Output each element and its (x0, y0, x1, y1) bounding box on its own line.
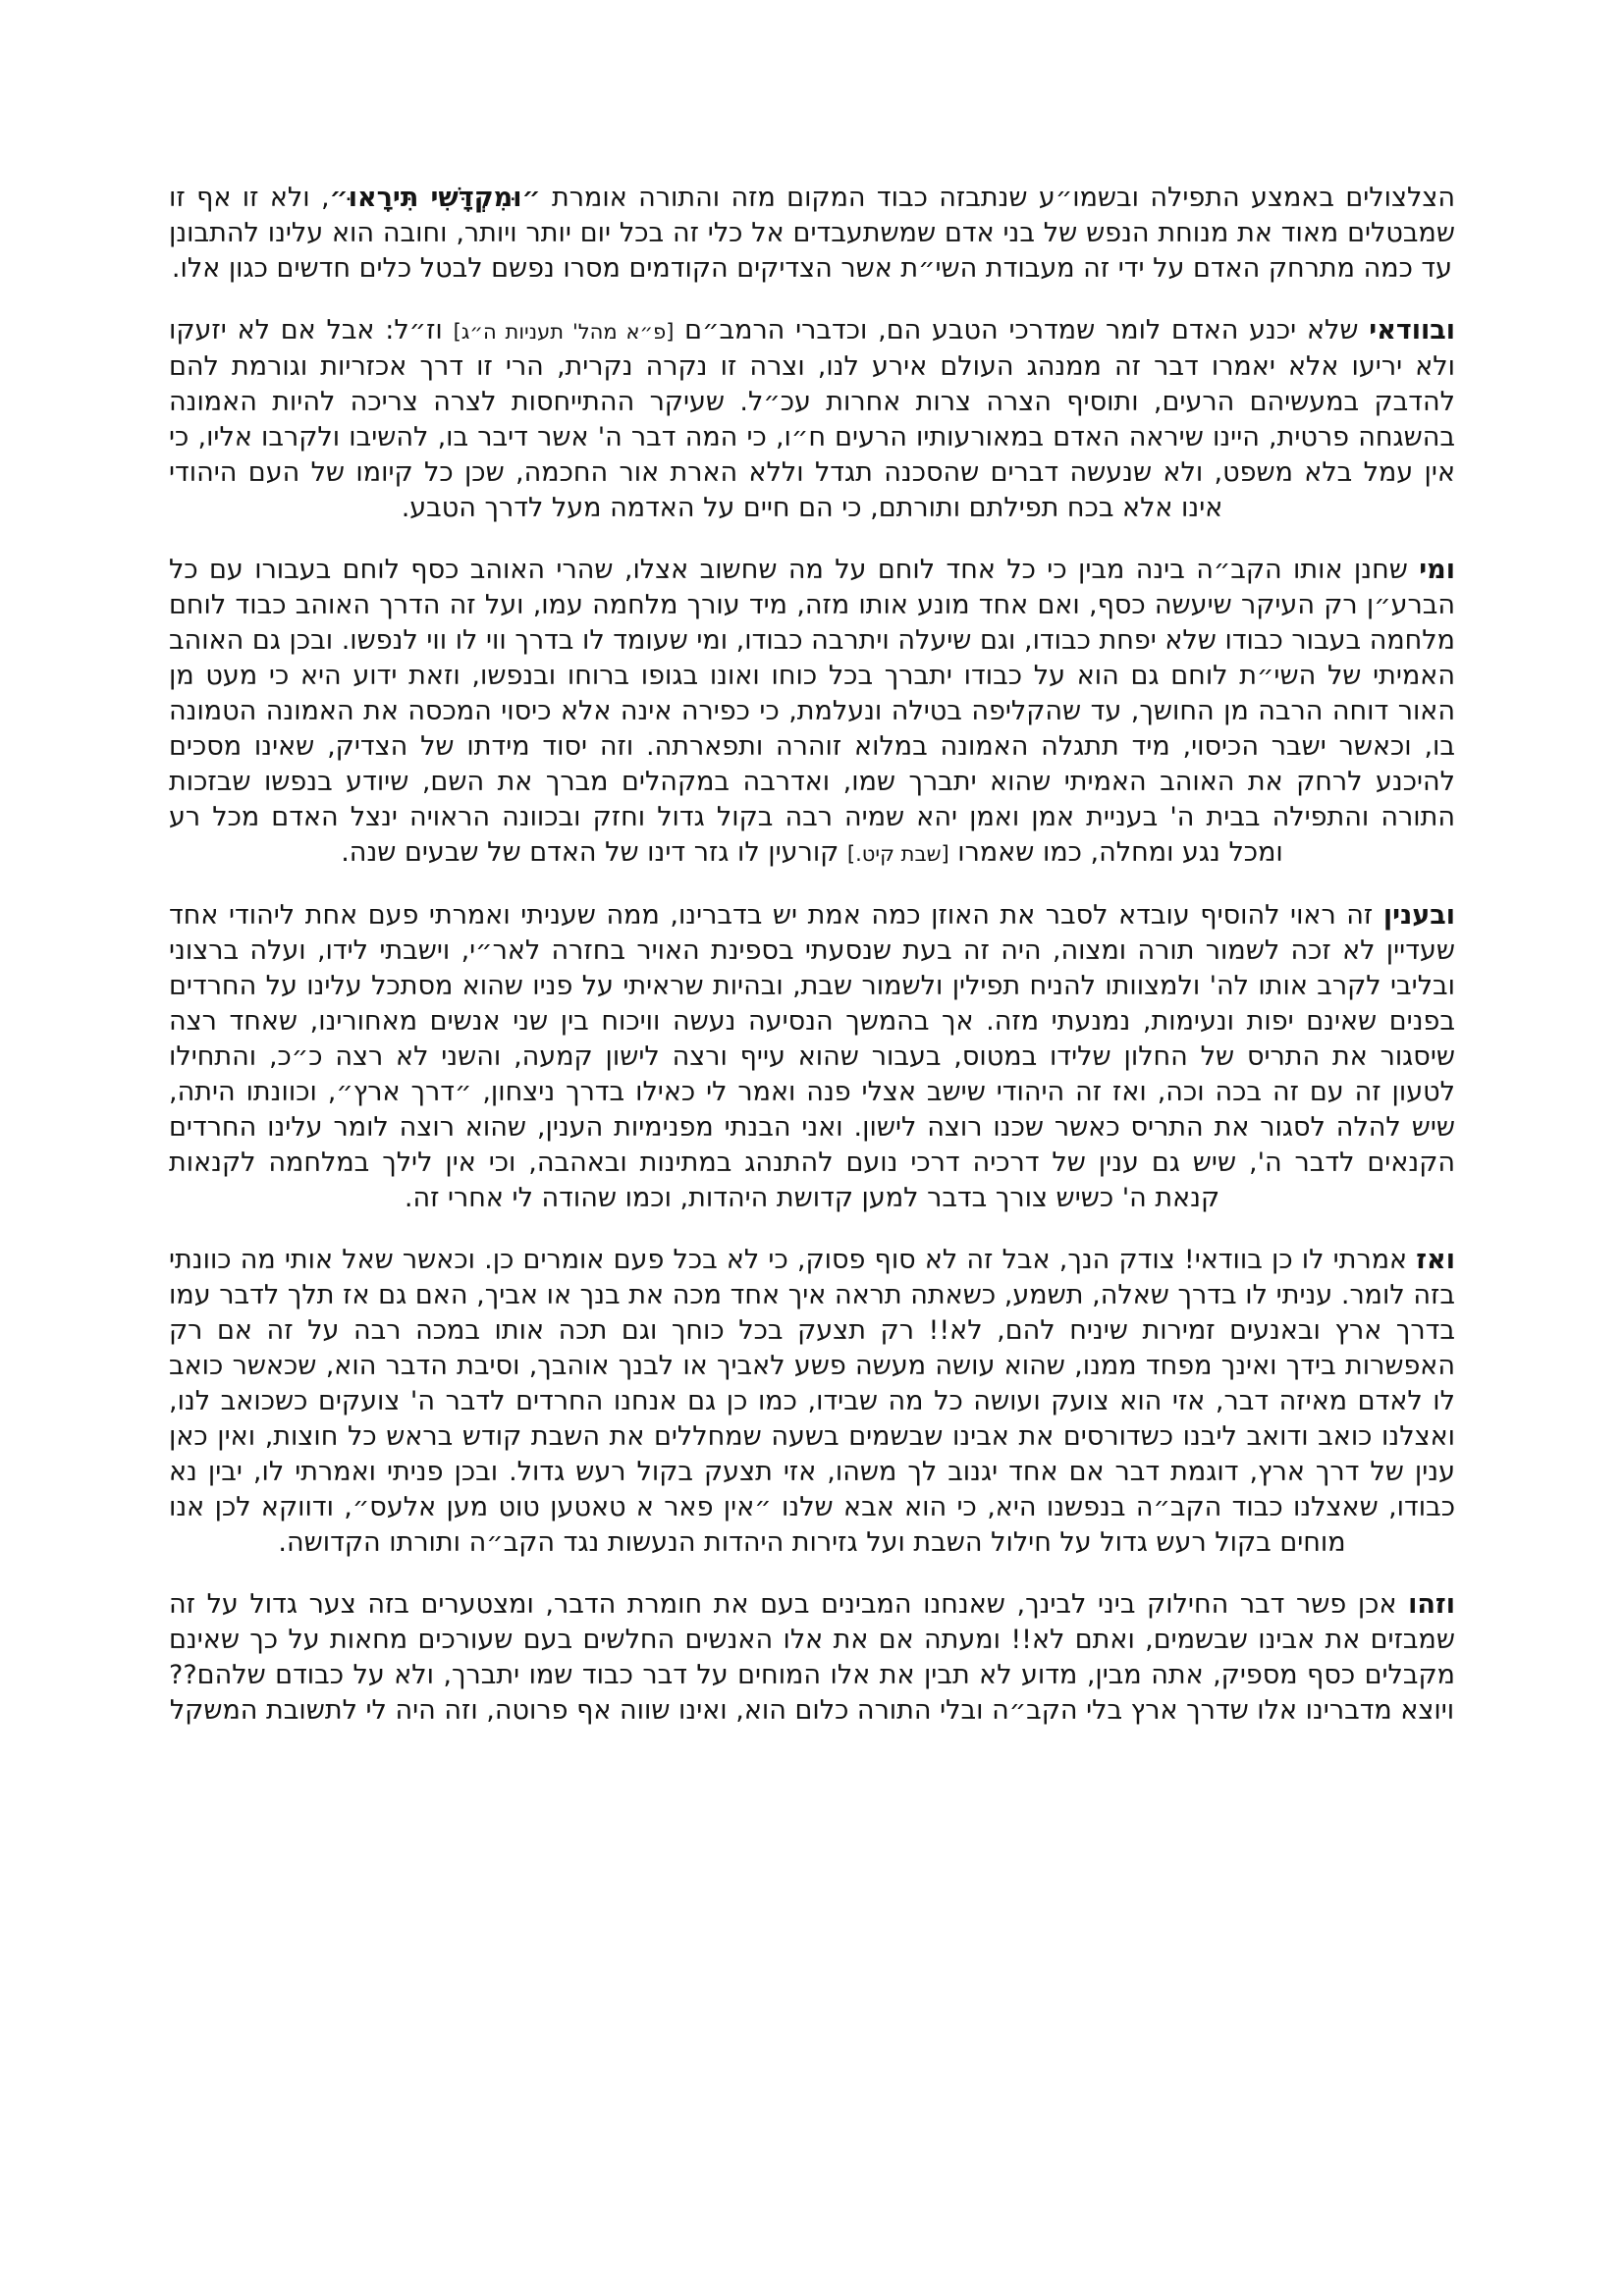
paragraph-conclusion-derech-eretz (169, 1587, 1455, 1729)
text-segment: אכן פשר דבר החילוק ביני לבינך, שאנחנו המבינים בעם את חומרת הדבר, ומצטערים בזה צער גדול על זה שמבזים את אבינו שבשמים, ואתם לא!! ומעתה אם את אלו האנשים החלשים בעם שעורכים מחאות על כך שאינם מקבלים כסף מספיק, אתה מבין, מדוע לא תבין את אלו המוחים על דבר כבוד שמו יתברך, ולא על כבודם שלהם?? ויוצא מדברינו אלו שדרך ארץ בלי הקב״ה ובלי התורה כלום הוא, ואינו שווה אף פרוטה, וזה היה לי לתשובת המשקל (169, 1589, 1455, 1726)
text-segment: , ולא זו אף זו שמבטלים מאוד את מנוחת הנפש של בני אדם שמשתעבדים אל כלי זה בכל יום יותר ויותר, וחובה הוא עלינו להתבונן עד כמה מתרחק האדם על ידי זה מעבודת השי״ת אשר הצדיקים הקודמים מסרו נפשם לבטל כלים חדשים כגון אלו. (169, 183, 1455, 284)
bold-text-segment: ואז (1416, 1245, 1455, 1275)
bold-text-segment: ובוודאי (1369, 315, 1455, 346)
text-segment: שלא יכנע האדם לומר שמדרכי הטבע הם, וכדברי הרמב״ם (674, 315, 1370, 346)
bold-text-segment: ומי (1419, 555, 1455, 585)
text-segment: שחנן אותו הקב״ה בינה מבין כי כל אחד לוחם על מה שחשוב אצלו, שהרי האוהב כסף לוחם בעבורו עם כל הברע״ן רק העיקר שיעשה כסף, ואם אחד מונע אותו מזה, מיד עורך מלחמה עמו, ועל זה הדרך האוהב כבוד לוחם מלחמה בעבור כבודו שלא יפחת כבודו, וגם שיעלה ויתרבה כבודו, ומי שעומד לו בדרך ווי לו ווי לנפשו. ובכן גם האוהב האמיתי של השי״ת לוחם גם הוא על כבודו יתברך בכל כוחו ואונו בגופו ברוחו ובנפשו, וזאת ידוע היא כי מעט מן האור דוחה הרבה מן החושך, עד שהקליפה בטילה ונעלמת, כי כפירה אינה אלא כיסוי המכסה את האמונה הטמונה בו, וכאשר ישבר הכיסוי, מיד תתגלה האמונה במלוא זוהרה ותפארתה. וזה יסוד מידתו של הצדיק, שאינו מסכים להיכנע לרחק את האוהב האמיתי שהוא יתברך שמו, ואדרבה במקהלים מברך את השם, שיודע בנפשו שבזכות התורה והתפילה בבית ה' בעניית אמן ואמן יהא שמיה רבה בקול גדול וחזק ובכוונה הראויה ינצל האדם מכל רע ומכל נגע ומחלה, כמו שאמרו (169, 555, 1455, 868)
source-citation: [שבת קיט.] (846, 842, 949, 866)
paragraph-bells-continuation (169, 181, 1455, 287)
bold-text-segment: ובענין (1382, 900, 1455, 931)
document-text (169, 181, 1455, 1729)
bold-text-segment: וזהו (1408, 1589, 1455, 1620)
text-segment: אמרתי לו כן בוודאי! צודק הנך, אבל זה לא סוף פסוק, כי לא בכל פעם אומרים כן. וכאשר שאל אותי מה כוונתי בזה לומר. עניתי לו בדרך שאלה, תשמע, כשאתה תראה איך אחד מכה את בנך או אביך, האם גם אז תלך לדבר עמו בדרך ארץ ובאנעים זמירות שיניח להם, לא!! רק תצעק בכל כוחך וגם תכה אותו במכה רבה על זה אם רק האפשרות בידך ואינך מפחד ממנו, שהוא עושה מעשה פשע לאביך או לבנך אוהבך, וסיבת הדבר הוא, שכאשר כואב לו לאדם מאיזה דבר, אזי הוא צועק ועושה כל מה שבידו, כמו כן גם אנחנו החרדים לדבר ה' צועקים כשכואב לנו, ואצלנו כואב ודואב ליבנו כשדורסים את אבינו שבשמים בשעה שמחללים את השבת קודש בראש כל חוצות, ואין כאן ענין של דרך ארץ, דוגמת דבר אם אחד יגנוב לך משהו, אזי תצעק בקול רעש גדול. ובכן פניתי ואמרתי לו, יבין נא כבודו, שאצלנו כבוד הקב״ה בנפשנו היא, כי הוא אבא שלנו ״אין פאר א טאטען טוט מען אלעס״, ודווקא לכן אנו מוחים בקול רעש גדול על חילול השבת ועל גזירות היהדות הנעשות נגד הקב״ה ותורתו הקדושה. (169, 1245, 1455, 1558)
bold-text-segment: ״וּמִקְדָּשִׁי תִּירָאוּ״ (329, 183, 541, 213)
text-segment: קורעין לו גזר דינו של האדם של שבעים שנה. (341, 837, 847, 868)
text-segment: הצלצולים באמצע התפילה ובשמו״ע שנתבזה כבוד המקום מזה והתורה אומרת (540, 183, 1456, 213)
text-segment: וז״ל: אבל אם לא יזעקו ולא יריעו אלא יאמרו דבר זה ממנהג העולם אירע לנו, וצרה זו נקרה נקרית, הרי זו דרך אכזריות וגורמת להם להדבק במעשיהם הרעים, ותוסיף הצרה צרות אחרות עכ״ל. שעיקר ההתייחסות לצרה צריכה להיות האמונה בהשגחה פרטית, היינו שיראה האדם במאורעותיו הרעים ח״ו, כי המה דבר ה' אשר דיבר בו, להשיבו ולקרבו אליו, כי אין עמל בלא משפט, ולא שנעשה דברים שהסכנה תגדל וללא הארת אור החכמה, שכן כל קיומו של העם היהודי אינו אלא בכח תפילתם ותורתם, כי הם חיים על האדמה מעל לדרך הטבע. (169, 315, 1455, 523)
text-segment: זה ראוי להוסיף עובדא לסבר את האוזן כמה אמת יש בדברינו, ממה שעניתי ואמרתי פעם אחת ליהודי אחד שעדיין לא זכה לשמור תורה ומצוה, היה זה בעת שנסעתי בספינת האויר בחזרה לאר״י, וישבתי לידו, ועלה ברצוני ובליבי לקרב אותו לה' ולמצוותו להניח תפילין ולשמור שבת, ובהיות שראיתי על פניו שהוא מסתכל עלינו על החרדים בפנים שאינם יפות ונעימות, נמנעתי מזה. אך בהמשך הנסיעה נעשה וויכוח בין שני אנשים מאחורינו, שאחד רצה שיסגור את התריס של החלון שלידו במטוס, בעבור שהוא עייף ורצה לישון קמעה, והשני לא רצה כ״כ, והתחילו לטעון זה עם זה בכה וכה, ואז זה היהודי שישב אצלי פנה ואמר לי כאילו בדרך ניצחון, ״דרך ארץ״, וכוונתו היתה, שיש להלה לסגור את התריס כאשר שכנו רוצה לישון. ואני הבנתי מפנימיות הענין, שהוא רוצה לומר עלינו החרדים הקנאים לדבר ה', שיש גם ענין של דרכיה דרכי נועם להתנהג במתינות ובאהבה, וכי אין לילך במלחמה לקנאות קנאת ה' כשיש צורך בדבר למען קדושת היהדות, וכמו שהודה לי אחרי זה. (169, 900, 1455, 1213)
paragraph-answer-why-we-protest (169, 1243, 1455, 1561)
paragraph-airplane-story (169, 898, 1455, 1216)
paragraph-rambam-hashgacha (169, 313, 1455, 526)
paragraph-true-lover-of-hashem (169, 553, 1455, 872)
source-citation: [פ״א מהל' תעניות ה״ג] (453, 320, 675, 344)
